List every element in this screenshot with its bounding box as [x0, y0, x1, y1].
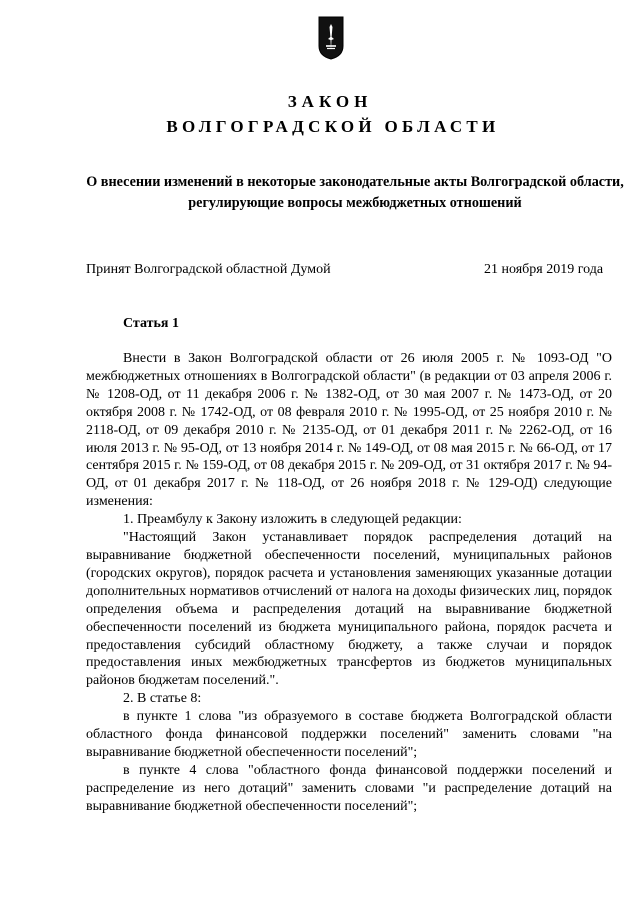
article-body: [86, 350, 612, 816]
law-title: ЗАКОН: [287, 92, 373, 111]
paragraph: 1. Преамбулу к Закону изложить в следующей редакции:: [123, 512, 462, 528]
adopted-by: Принят Волгоградской областной Думой: [86, 262, 331, 277]
paragraph: "Настоящий Закон устанавливает порядок распределения дотаций на выравнивание бюджетной обеспеченности поселений, муниципальных районов (городских округов), порядок расчета и установления заменяющих указанные дотации дополнительных нормативов отчислений от налога на доходы физических лиц, порядок определения объема и распределения дотаций на выравнивание бюджетной обеспеченности поселений из бюджета муниципального района, порядок расчета и предоставления субсидий областному бюджету, а также случаи и порядок предоставления иных межбюджетных трансфертов из бюджетов муниципальных районов бюджетам поселений.".: [86, 530, 612, 689]
adopted-date: 21 ноября 2019 года: [484, 262, 604, 277]
law-subject: О внесении изменений в некоторые законодательные акты Волгоградской области, регулирующие вопросы межбюджетных отношений: [86, 174, 624, 211]
coat-of-arms-icon: [318, 16, 344, 60]
paragraph: в пункте 1 слова "из образуемого в составе бюджета Волгоградской области областного фонда финансовой поддержки поселений" заменить словами "на выравнивание бюджетной обеспеченности поселений";: [86, 709, 612, 760]
paragraph: в пункте 4 слова "областного фонда финансовой поддержки поселений и распределение из него дотаций" заменить словами "и распределение дотаций на выравнивание бюджетной обеспеченности поселений";: [86, 762, 612, 814]
article-heading: Статья 1: [123, 316, 179, 331]
region-title: ВОЛГОГРАДСКОЙ ОБЛАСТИ: [166, 117, 500, 136]
paragraph: Внести в Закон Волгоградской области от 26 июля 2005 г. № 1093-ОД "О межбюджетных отношениях в Волгоградской области" (в редакции от 03 апреля 2006 г. № 1208-ОД, от 11 декабря 2006 г. № 1382-ОД, от 30 мая 2007 г. № 1473-ОД, от 20 октября 2008 г. № 1742-ОД, от 08 февраля 2010 г. № 1995-ОД, от 25 ноября 2010 г. № 2118-ОД, от 09 декабря 2010 г. № 2135-ОД, от 01 декабря 2011 г. № 2262-ОД, от 16 июля 2013 г. № 95-ОД, от 13 ноября 2014 г. № 149-ОД, от 08 мая 2015 г. № 66-ОД, от 17 сентября 2015 г. № 159-ОД, от 08 декабря 2015 г. № 209-ОД, от 31 октября 2017 г. № 94-ОД, от 01 декабря 2017 г. № 118-ОД, от 26 ноября 2018 г. № 129-ОД) следующие изменения:: [86, 351, 612, 510]
paragraph: 2. В статье 8:: [123, 691, 202, 707]
